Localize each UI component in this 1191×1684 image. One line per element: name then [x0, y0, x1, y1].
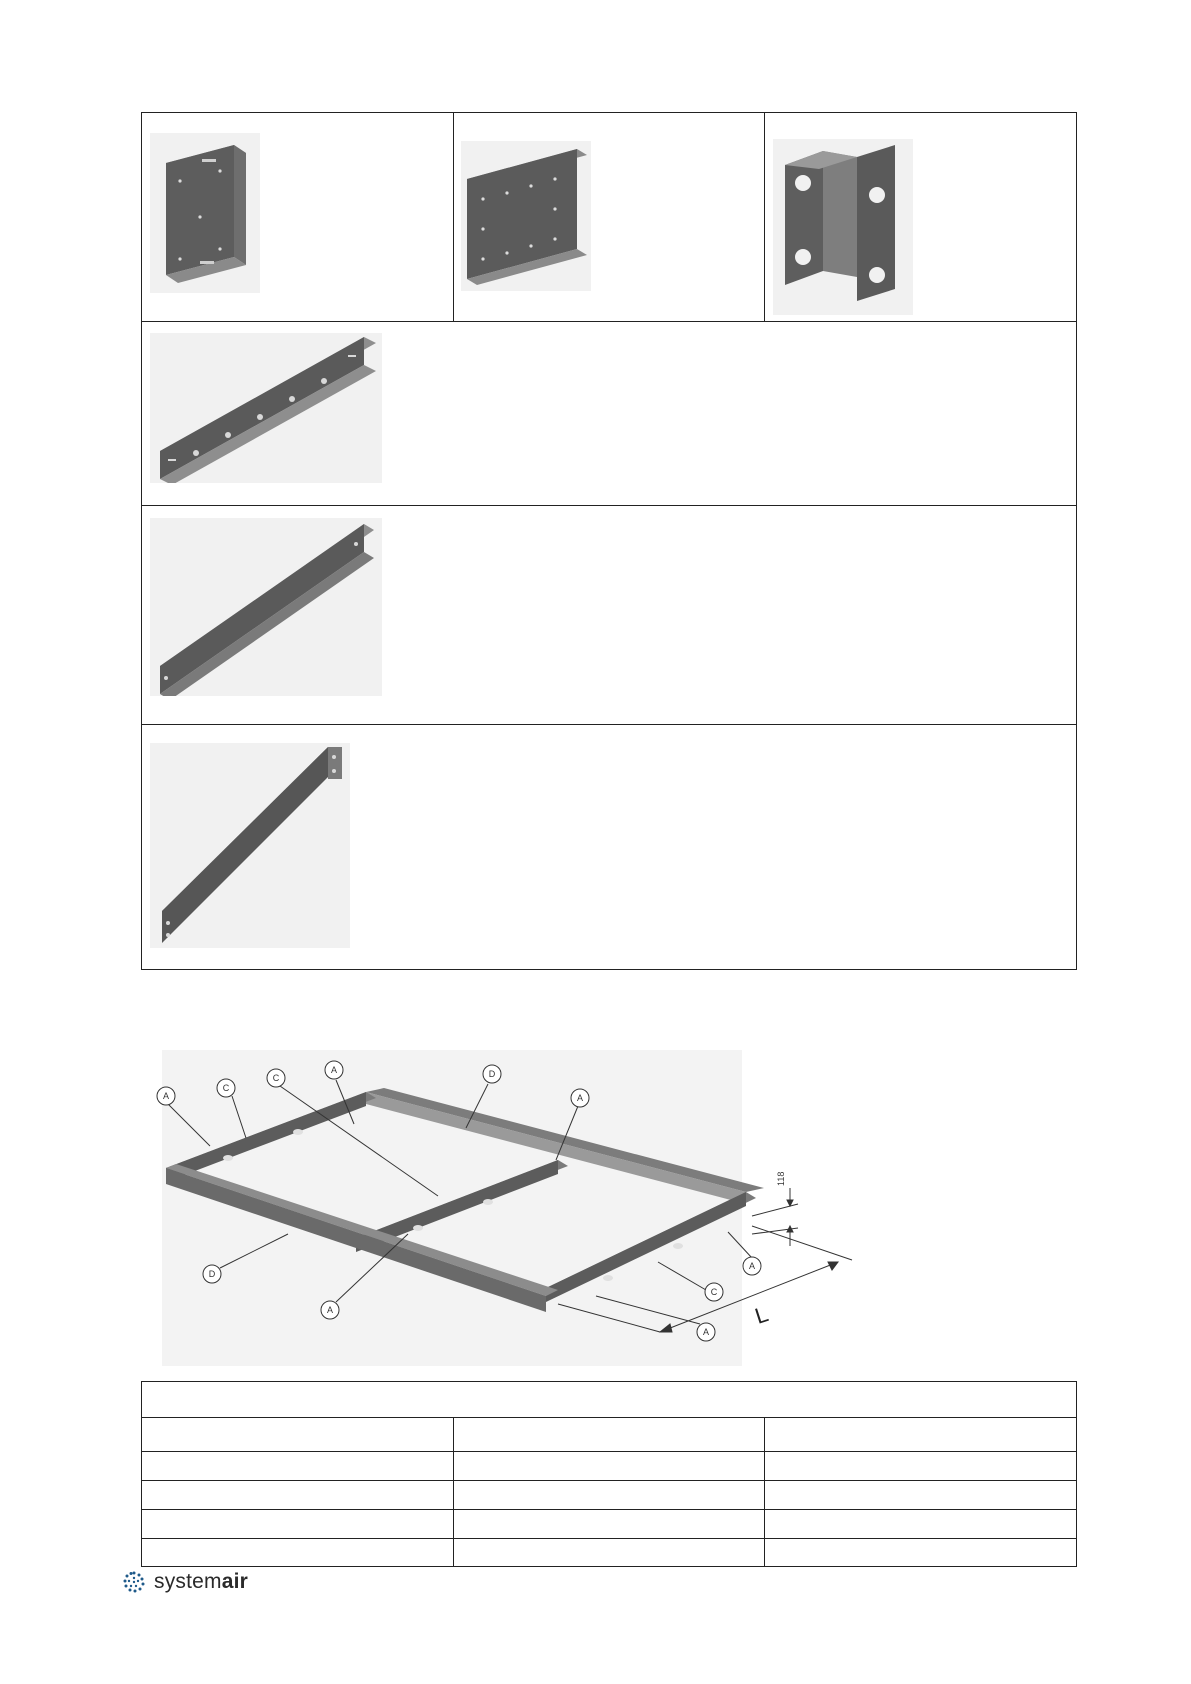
table-header-cell: [142, 1418, 453, 1452]
table-cell: [453, 1539, 764, 1567]
table-cell: [764, 1481, 1075, 1510]
callout-label: C: [710, 1287, 718, 1297]
table-cell: [142, 1452, 453, 1481]
table-divider: [142, 724, 1076, 725]
table-row: [142, 1480, 1076, 1510]
long-rail-image: [150, 743, 350, 948]
dimension-table-title: [142, 1382, 1076, 1417]
callout-label: A: [576, 1093, 584, 1103]
height-dimension-label: 118: [776, 1171, 786, 1186]
table-cell: [142, 1510, 453, 1539]
table-header-cell: [764, 1418, 1075, 1452]
table-divider: [142, 321, 1076, 322]
end-bracket-image: [150, 133, 260, 293]
table-cell: [764, 1539, 1075, 1567]
callout-label: C: [272, 1073, 280, 1083]
table-row: [142, 1538, 1076, 1567]
callout-label: A: [748, 1261, 756, 1271]
table-cell: [764, 1452, 1075, 1481]
table-cell: [142, 1481, 453, 1510]
table-cell: [764, 1510, 1075, 1539]
table-cell: [453, 1510, 764, 1539]
table-cell: [453, 1481, 764, 1510]
brand-name: [154, 1570, 248, 1594]
table-row: [142, 1509, 1076, 1539]
callout-label: D: [208, 1269, 216, 1279]
table-cell: [142, 1539, 453, 1567]
brand-prefix: system: [154, 1570, 222, 1593]
table-cell: [453, 1452, 764, 1481]
dimension-table: [141, 1381, 1077, 1567]
callout-label: A: [702, 1327, 710, 1337]
table-header-row: [142, 1417, 1076, 1452]
parts-table: [141, 112, 1077, 970]
length-dimension-label: L: [751, 1301, 772, 1329]
frame-assembly-drawing: [148, 1040, 868, 1370]
callout-label: A: [326, 1305, 334, 1315]
table-divider: [764, 113, 765, 321]
table-divider: [453, 113, 454, 321]
callout-label: C: [222, 1083, 230, 1093]
table-divider: [142, 505, 1076, 506]
table-row: [142, 1451, 1076, 1481]
brand-suffix: air: [221, 1570, 249, 1593]
u-bracket-image: [773, 139, 913, 315]
perforated-rail-image: [150, 333, 382, 483]
plain-rail-image: [150, 518, 382, 696]
callout-label: A: [162, 1091, 170, 1101]
brand-logo: [122, 1567, 248, 1597]
callout-label: A: [330, 1065, 338, 1075]
systemair-dot-logo-icon: [122, 1570, 146, 1594]
channel-connector-image: [461, 141, 591, 291]
callout-label: D: [488, 1069, 496, 1079]
table-header-cell: [453, 1418, 764, 1452]
